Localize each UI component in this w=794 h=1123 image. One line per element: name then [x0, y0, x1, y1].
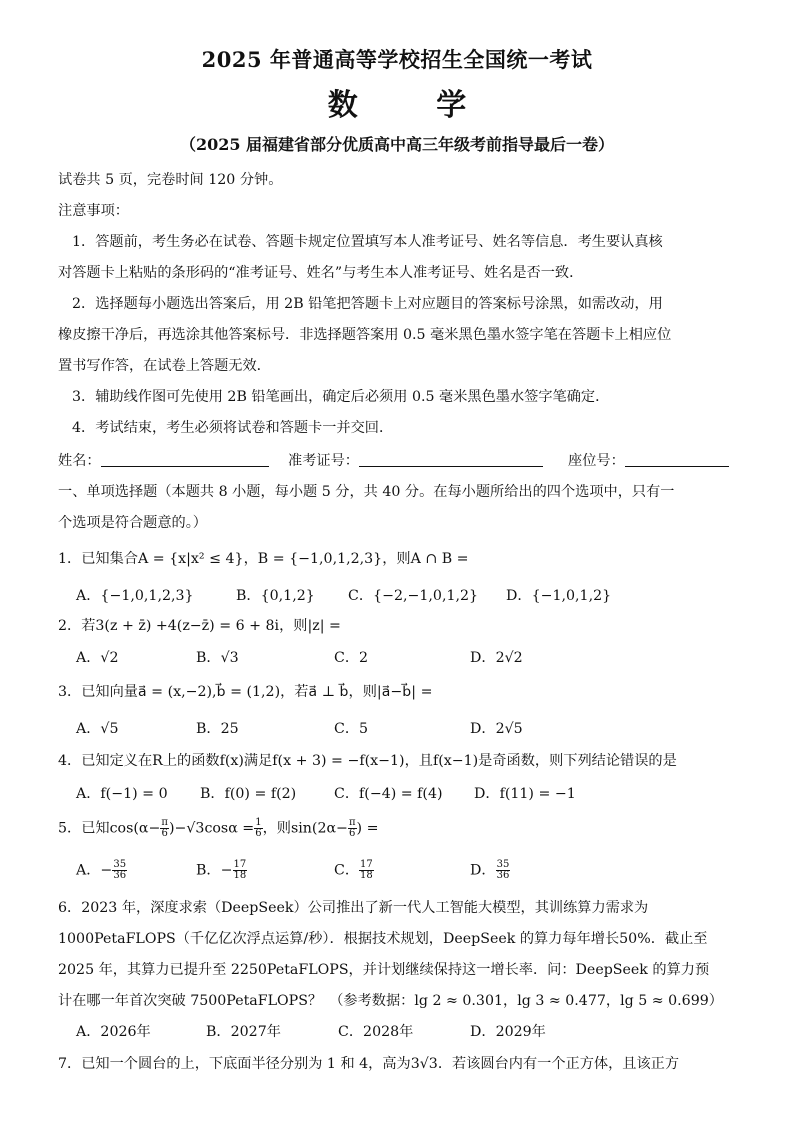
exam-title: 2025 年普通高等学校招生全国统一考试 — [201, 47, 593, 72]
page-info: 试卷共 5 页，完卷时间 120 分钟。 — [58, 172, 283, 188]
name-label: 姓名： — [58, 453, 101, 469]
q3-option-c: C．5 — [334, 721, 369, 737]
q2-option-d: D．2√2 — [470, 650, 523, 666]
frac-num: 35 — [496, 859, 510, 870]
q1-option-b: B．{0,1,2} — [236, 588, 315, 604]
frac-den: 36 — [113, 870, 127, 881]
frac-num: 17 — [233, 859, 247, 870]
q3-option-d: D．2√5 — [470, 721, 523, 737]
notice-2a: 2．选择题每小题选出答案后，用 2B 铅笔把答题卡上对应题目的答案标号涂黑，如需改动，用 — [72, 296, 663, 312]
name-field-row — [58, 451, 269, 471]
q3-stem: 3．已知向量a⃗ = (x,−2),b⃗ = (1,2)，若a⃗ ⊥ b⃗，则|a⃗−b⃗| = — [58, 684, 433, 700]
q6-option-c: C．2028年 — [338, 1024, 414, 1040]
option-frac — [359, 860, 374, 881]
q5-stem — [58, 818, 378, 839]
frac-num: 17 — [360, 859, 373, 870]
frac-num: 35 — [113, 859, 127, 870]
q6-line3: 2025 年，其算力已提升至 2250PetaFLOPS，并计划继续保持这一增长率．问：DeepSeek 的算力预 — [58, 962, 710, 978]
q5-option-b — [196, 860, 247, 881]
seat-field-row — [568, 451, 729, 471]
option-frac — [496, 860, 511, 881]
q5-frac-pi-6b — [348, 818, 357, 839]
exam-no-label: 准考证号： — [288, 453, 359, 469]
q3-option-b: B．25 — [196, 721, 239, 737]
frac-den: 6 — [349, 828, 356, 839]
q5-stem-part: ) = — [356, 820, 379, 837]
exam-no-field-row — [288, 451, 543, 471]
notice-4: 4．考试结束，考生必须将试卷和答题卡一并交回． — [72, 420, 394, 436]
q5-stem-part: )−√3cosα = — [168, 820, 255, 837]
q6-option-d: D．2029年 — [470, 1024, 546, 1040]
frac-den: 18 — [233, 870, 247, 881]
q5-option-d — [470, 860, 510, 881]
q5-frac-pi-6 — [160, 818, 169, 839]
q5-option-c — [334, 860, 374, 881]
q5-option-a — [76, 860, 127, 881]
q1-option-c: C．{−2,−1,0,1,2} — [348, 588, 479, 604]
section1-line2: 个选项是符合题意的。） — [58, 515, 207, 531]
notice-1a: 1．答题前，考生务必在试卷、答题卡规定位置填写本人准考证号、姓名等信息．考生要认真核 — [72, 234, 663, 250]
option-label: A．− — [76, 862, 113, 879]
q1-option-d: D．{−1,0,1,2} — [506, 588, 612, 604]
section1-line1: 一、单项选择题（本题共 8 小题，每小题 5 分，共 40 分。在每小题所给出的四个选项中，只有一 — [58, 484, 675, 500]
q6-line2: 1000PetaFLOPS（千亿亿次浮点运算/秒）．根据技术规划，DeepSeek 的算力每年增长50%．截止至 — [58, 931, 708, 947]
notice-title: 注意事项： — [58, 203, 129, 219]
option-label: D． — [470, 862, 496, 879]
notice-2c: 置书写作答，在试卷上答题无效． — [58, 358, 271, 374]
q1-option-a: A．{−1,0,1,2,3} — [76, 588, 194, 604]
frac-den: 18 — [360, 870, 373, 881]
q4-option-c: C．f(−4) = f(4) — [334, 786, 443, 802]
q2-option-b: B．√3 — [196, 650, 239, 666]
q4-option-a: A．f(−1) = 0 — [76, 786, 168, 802]
frac-den: 6 — [255, 828, 262, 839]
seat-blank[interactable] — [625, 452, 729, 467]
option-label: C． — [334, 862, 360, 879]
q3-option-a: A．√5 — [76, 721, 119, 737]
q6-line1: 6．2023 年，深度求索（DeepSeek）公司推出了新一代人工智能大模型，其训练算力需求为 — [58, 900, 649, 916]
frac-den: 6 — [161, 828, 168, 839]
q1-stem: 1．已知集合A = {x|x² ≤ 4}，B = {−1,0,1,2,3}，则A ∩ B = — [58, 551, 469, 567]
frac-num: π — [348, 817, 356, 828]
q6-line4: 计在哪一年首次突破 7500PetaFLOPS？ （参考数据：lg 2 ≈ 0.301，lg 3 ≈ 0.477，lg 5 ≈ 0.699） — [58, 993, 723, 1009]
q2-stem: 2．若3(z + z̄) +4(z−z̄) = 6 + 8i，则|z| = — [58, 618, 341, 634]
exam-no-blank[interactable] — [359, 452, 543, 467]
frac-den: 36 — [496, 870, 510, 881]
q2-option-a: A．√2 — [76, 650, 119, 666]
frac-num: 1 — [255, 817, 262, 828]
q5-stem-part: ，则sin(2α− — [262, 820, 348, 837]
exam-subtitle: （2025 届福建省部分优质高中高三年级考前指导最后一卷） — [179, 135, 615, 154]
subject-title: 数 学 — [327, 88, 501, 123]
q2-option-c: C．2 — [334, 650, 369, 666]
notice-3: 3．辅助线作图可先使用 2B 铅笔画出，确定后必须用 0.5 毫米黑色墨水签字笔确定． — [72, 389, 610, 405]
q7-line1: 7．已知一个圆台的上，下底面半径分别为 1 和 4，高为3√3．若该圆台内有一个正方体，且该正方 — [58, 1056, 680, 1072]
frac-num: π — [161, 817, 168, 828]
option-label: B．− — [196, 862, 233, 879]
notice-2b: 橡皮擦干净后，再选涂其他答案标号．非选择题答案用 0.5 毫米黑色墨水签字笔在答题卡上相应位 — [58, 327, 672, 343]
q4-stem: 4．已知定义在R上的函数f(x)满足f(x + 3) = −f(x−1)，且f(x−1)是奇函数，则下列结论错误的是 — [58, 753, 677, 769]
option-frac — [112, 860, 127, 881]
q4-option-d: D．f(11) = −1 — [474, 786, 576, 802]
seat-label: 座位号： — [568, 453, 625, 469]
notice-1b: 对答题卡上粘贴的条形码的“准考证号、姓名”与考生本人准考证号、姓名是否一致． — [58, 265, 584, 281]
name-blank[interactable] — [101, 452, 269, 467]
q5-frac-rhs — [254, 818, 262, 839]
q6-option-a: A．2026年 — [76, 1024, 151, 1040]
q5-stem-part: 5．已知cos(α− — [58, 820, 161, 837]
q6-option-b: B．2027年 — [206, 1024, 281, 1040]
option-frac — [233, 860, 248, 881]
q4-option-b: B．f(0) = f(2) — [200, 786, 297, 802]
